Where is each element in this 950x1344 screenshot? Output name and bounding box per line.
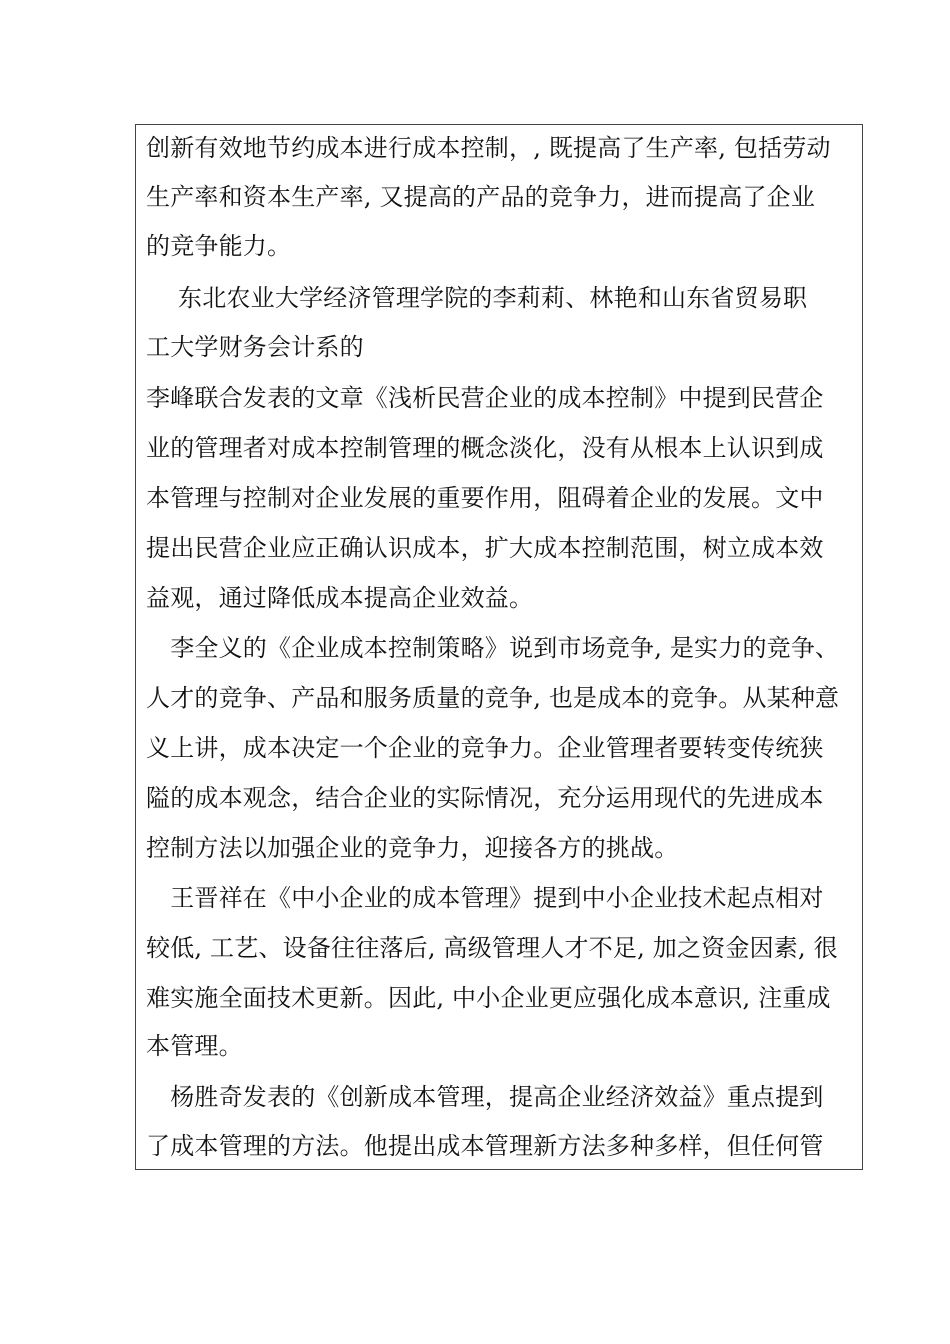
text-line: 了成本管理的方法。他提出成本管理新方法多种多样，但任何管 bbox=[146, 1132, 824, 1160]
text-line: 难实施全面技术更新。因此, 中小企业更应强化成本意识, 注重成 bbox=[146, 984, 831, 1012]
text-line: 本管理与控制对企业发展的重要作用，阻碍着企业的发展。文中 bbox=[146, 484, 824, 512]
text-line: 王晋祥在《中小企业的成本管理》提到中小企业技术起点相对 bbox=[146, 884, 824, 912]
text-line: 提出民营企业应正确认识成本，扩大成本控制范围，树立成本效 bbox=[146, 534, 824, 562]
text-line: 益观，通过降低成本提高企业效益。 bbox=[146, 584, 534, 612]
text-line: 本管理。 bbox=[146, 1032, 243, 1060]
text-line: 杨胜奇发表的《创新成本管理，提高企业经济效益》重点提到 bbox=[146, 1083, 824, 1111]
text-line: 李峰联合发表的文章《浅析民营企业的成本控制》中提到民营企 bbox=[146, 384, 824, 412]
text-line: 人才的竞争、产品和服务质量的竞争, 也是成本的竞争。从某种意 bbox=[146, 684, 840, 712]
text-line: 义上讲，成本决定一个企业的竞争力。企业管理者要转变传统狭 bbox=[146, 734, 824, 762]
text-line: 工大学财务会计系的 bbox=[146, 333, 364, 361]
text-line: 东北农业大学经济管理学院的李莉莉、林艳和山东省贸易职 bbox=[146, 284, 808, 312]
text-line: 生产率和资本生产率, 又提高的产品的竞争力，进而提高了企业 bbox=[146, 183, 816, 211]
text-line: 隘的成本观念，结合企业的实际情况，充分运用现代的先进成本 bbox=[146, 784, 824, 812]
text-line: 业的管理者对成本控制管理的概念淡化，没有从根本上认识到成 bbox=[146, 434, 824, 462]
text-line: 较低, 工艺、设备往往落后, 高级管理人才不足, 加之资金因素, 很 bbox=[146, 934, 838, 962]
text-line: 创新有效地节约成本进行成本控制，, 既提高了生产率, 包括劳动 bbox=[146, 134, 831, 162]
text-line: 控制方法以加强企业的竞争力，迎接各方的挑战。 bbox=[146, 834, 679, 862]
text-line: 李全义的《企业成本控制策略》说到市场竞争, 是实力的竞争、 bbox=[146, 634, 840, 662]
text-line: 的竞争能力。 bbox=[146, 232, 292, 260]
text-frame bbox=[135, 124, 863, 1170]
